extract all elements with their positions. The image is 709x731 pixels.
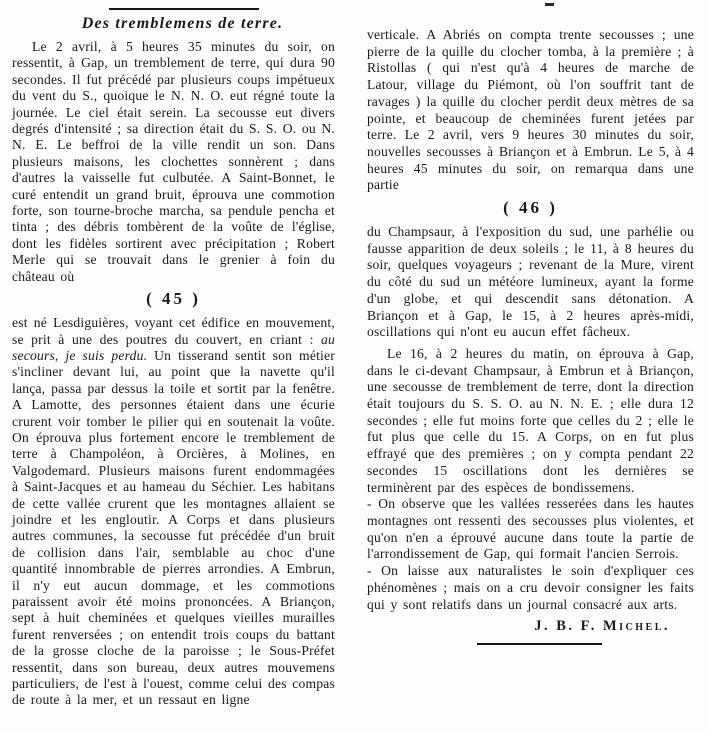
scan-artifact [545,3,554,6]
paragraph-right-4: - On observe que les vallées resserées dans les hautes montagnes ont ressenti des secousses plus violentes, et qu'on n'en a éprouvé aucune dans toute la partie de l'arrondissement de Gap, qui formait l'ancien Serrois. [367,496,694,562]
author-signature: J. B. F. Michel. [534,618,670,635]
paragraph-left-2-text: est né Lesdiguières, voyant cet édifice en mouvement, se prit à une des poutres du couvert, en criant : [12,315,335,347]
paragraph-right-1: verticale. A Abriés on compta trente secousses ; une pierre de la quille du clocher tomba, à la première ; à Ristollas ( qui n'est qu'à 4 heures de marche de Latour, village du Piémont, où l'on souffrit tant de ravages ) la quille du clocher perdit deux mètres de sa pointe, et beaucoup de cheminées furent jetées par terre. Le 2 avril, vers 9 heures 30 minutes du soir, nouvelles secousses à Briançon et à Embrun. Le 5, à 4 heures 45 minutes du soir, on remarqua dans une partie [367,27,694,193]
title-rule [109,8,259,10]
end-rule [477,643,602,645]
right-column [367,27,694,645]
paragraph-right-2: du Champsaur, à l'exposition du sud, une parhélie ou fausse apparition de deux soleils ; le 11, à 8 heures du soir, quelques voyageurs ; revenant de la Mure, virent du côté du sud un météore lumineux, ayant la forme d'un globe, et qui descendit sans détonation. A Briançon et à Gap, le 15, à 2 heures après-midi, oscillations qui n'ont eu aucun effet fâcheux. [367,224,694,340]
paragraph-left-2-continuation: Un tisserand sentit son métier s'incliner devant lui, au point que la navette qu'il lança, passa par dessus la toile et sortit par la fenêtre. A Lamotte, des personnes étaient dans une écurie crurent voir tomber le pilier qui en soutenait la voûte. On éprouva plus fortement encore le tremblement de terre à Champoléon, à Orcières, à Molines, en Valgodemard. Plusieurs maisons furent endommagées à Saint-Jacques et au hameau du Séchier. Les habitans de cette vallée crurent que les montagnes allaient se joindre et les engloutir. A Corps et dans plusieurs autres communes, la secousse fut précédée d'un bruit de collision dans l'air, semblable au choc d'une quantité innombrable de pierres arrondies. A Embrun, il n'y eut aucun dommage, et les commotions paraissent avoir été moins prononcées. A Briançon, sept à huit cheminées et quelques vieilles murailles furent renversées ; on entendit trois coups du battant de la grosse cloche de la paroisse ; le Sous-Préfet ressentit, dans son bureau, deux autres mouvemens particuliers, de l'est à l'ouest, comme celui des compas de route à la mer, et un ressaut en ligne [12,347,335,708]
left-column [12,5,335,709]
article-title: Des tremblemens de terre. [81,15,284,32]
page-number-46: ( 46 ) [503,198,558,218]
paragraph-right-3: Le 16, à 2 heures du matin, on éprouva à Gap, dans le ci-devant Champsaur, à Embrun et à Briançon, une secousse de tremblement de terre, dont la direction était toujours du S. S. O. au N. N. E. ; elle dura 12 secondes ; elle fut moins forte que celles du 2 ; elle le fut plus que celle du 15. A Corps, on en fut plus effrayé que des premières ; on y compta pendant 22 secondes 15 oscillations dont les dernières se terminèrent par des espèces de bondissemens. [367,345,694,495]
page-number-45: ( 45 ) [146,289,201,309]
paragraph-left-1: Le 2 avril, à 5 heures 35 minutes du soir, on ressentit, à Gap, un tremblement de terre, qui dura 90 secondes. Il fut précédé par plusieurs coups impétueux du vent du S., quoique le N. N. O. eut régné toute la journée. Le ciel était serein. La secousse eut divers degrés d'intensité ; sa direction était du S. S. O. ou N. N. E. Le beffroi de la ville rendit un son. Dans plusieurs maisons, les clochettes sonnèrent ; dans d'autres la vaisselle fut culbutée. A Saint-Bonnet, le curé entendit un grand bruit, éprouva une commotion forte, son tourne-broche marcha, sa pendule pencha et tinta ; des débris tombèrent de la voûte de l'église, dont les fidèles sortirent avec précipitation ; Robert Merle qui se trouvait dans le grenier à foin du château où [12,39,335,284]
paragraph-right-5: - On laisse aux naturalistes le soin d'expliquer ces phénomènes ; mais on a cru devoir consigner les faits qui y sont relatifs dans un journal consacré aux arts. [367,563,694,612]
paragraph-left-2 [12,315,335,709]
italic-quote: au secours, je suis perdu. [12,331,335,363]
